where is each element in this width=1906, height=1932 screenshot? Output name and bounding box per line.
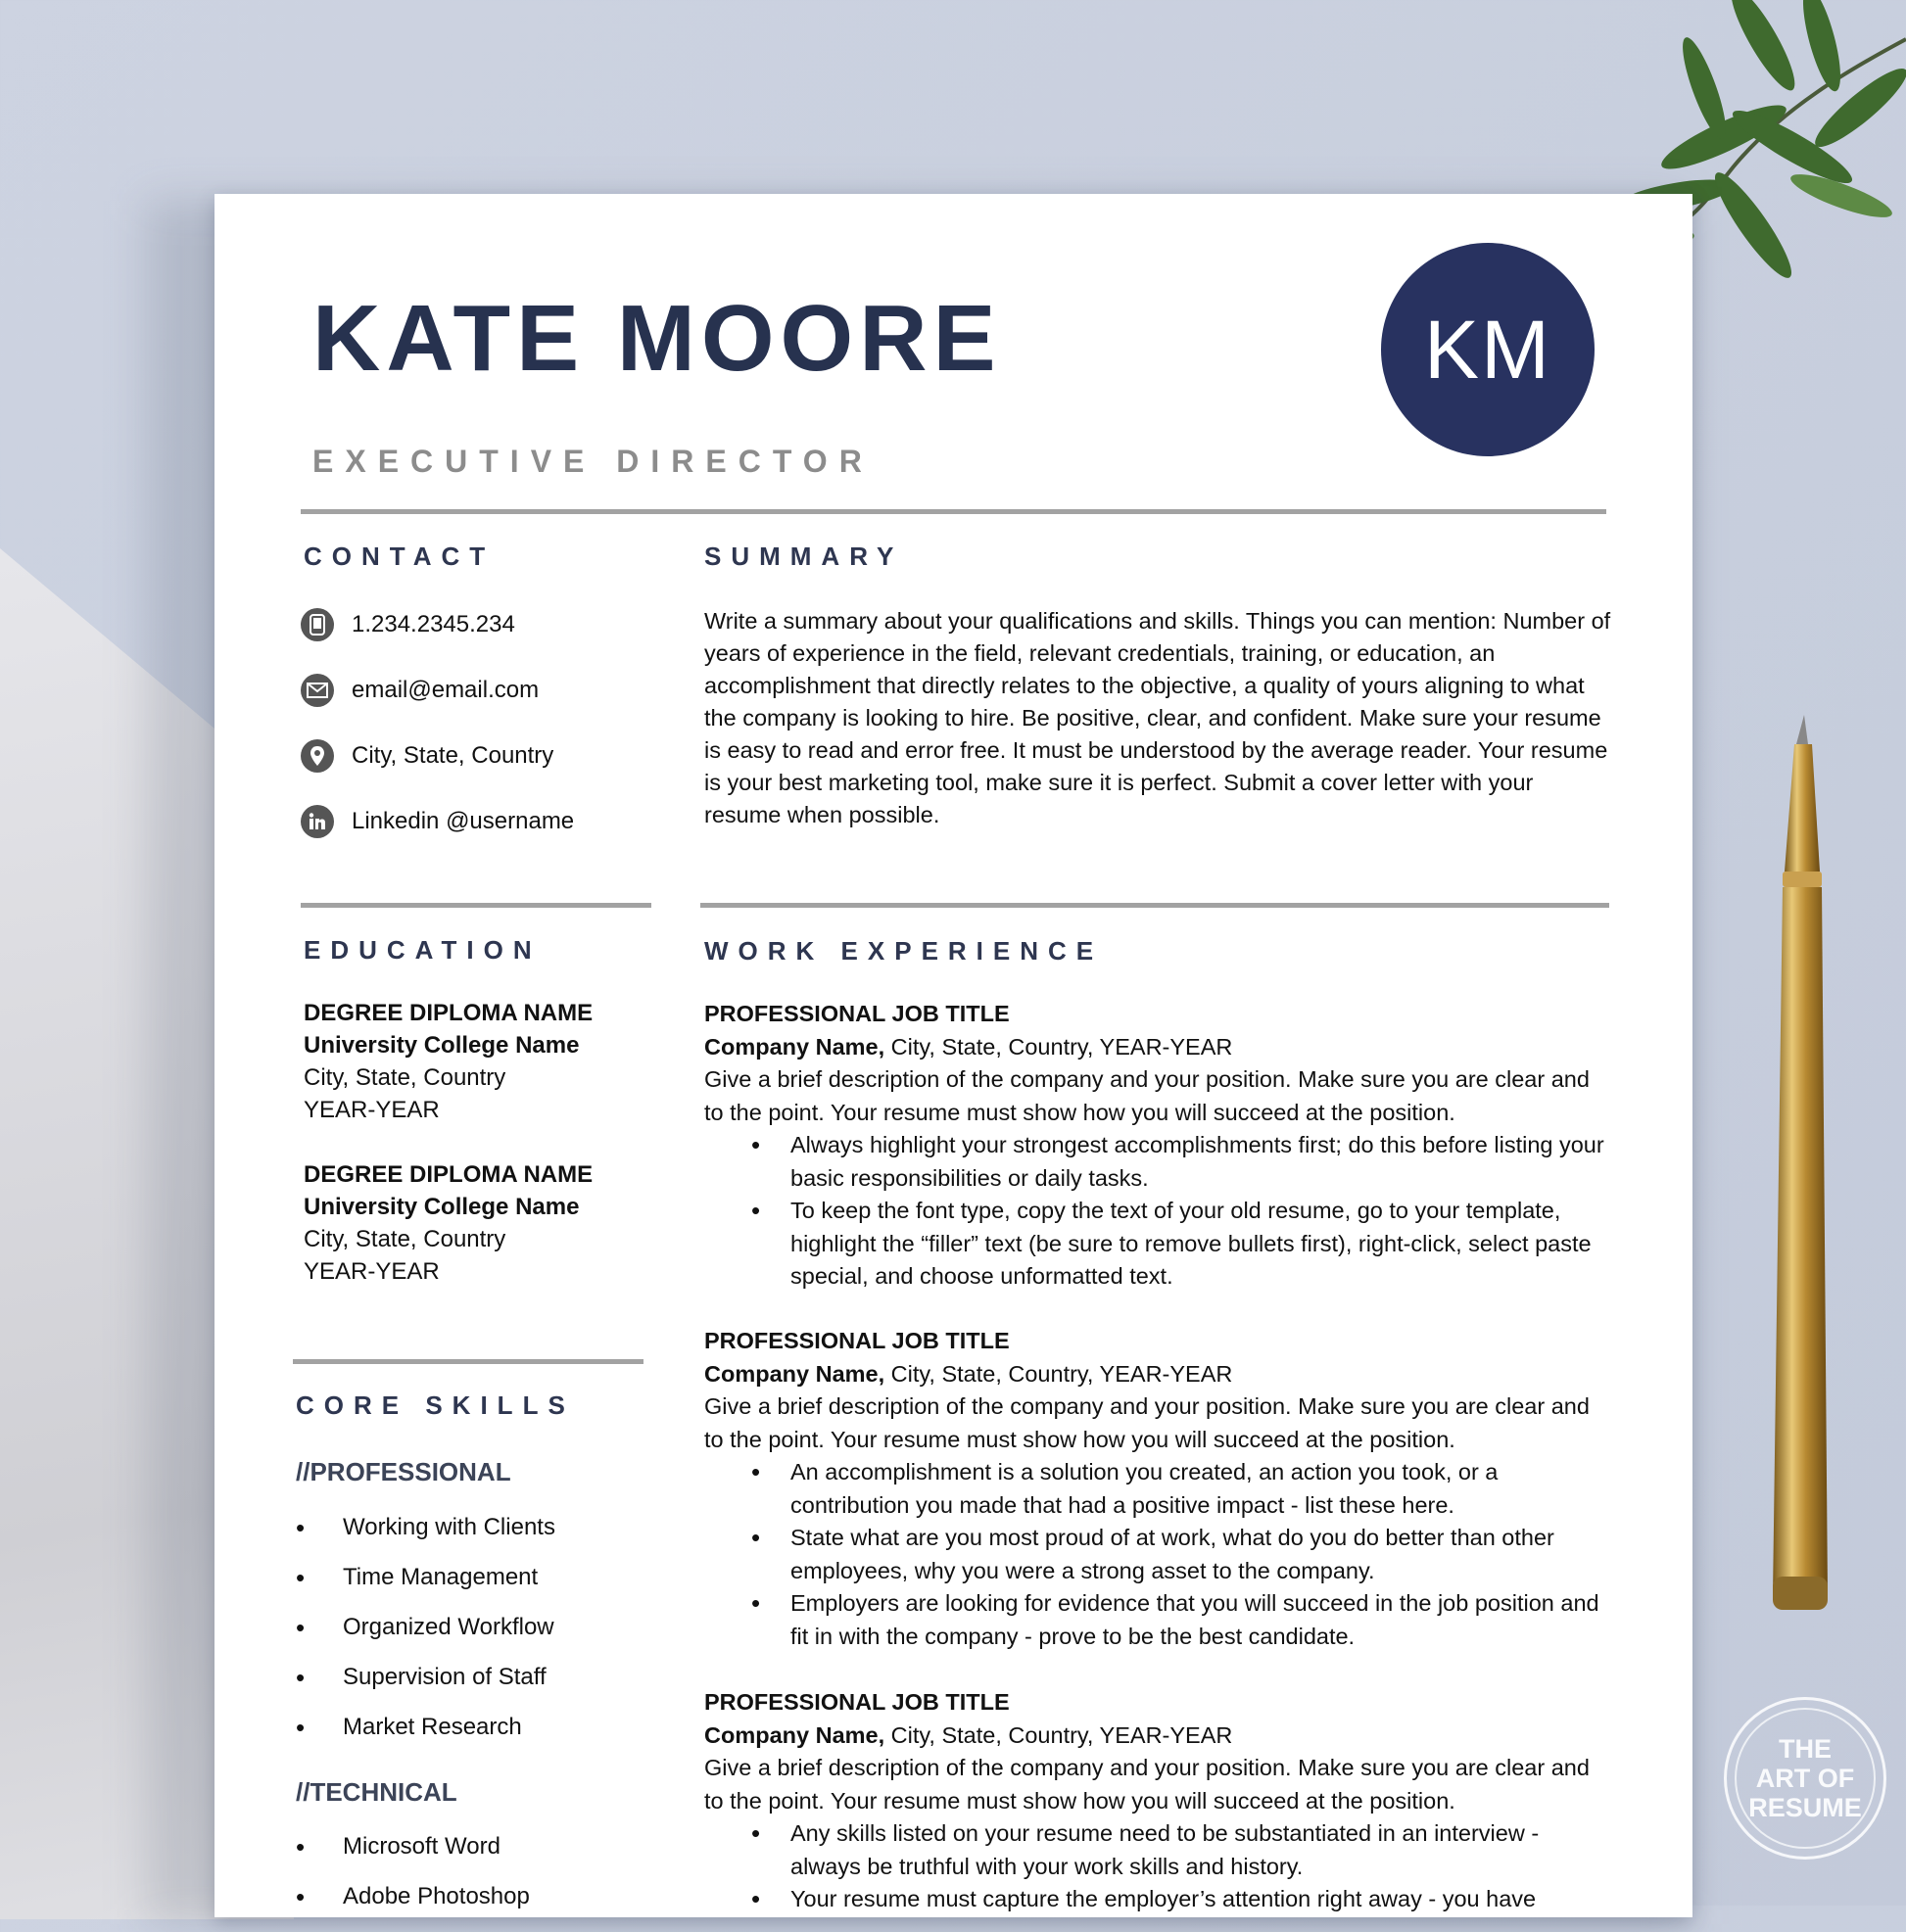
professional-skills-label: //PROFESSIONAL <box>296 1457 511 1486</box>
summary-text: Write a summary about your qualifications and skills. Things you can mention: Number of years of experience in the field, relevant credentials, training, or education, an accomplishment that directly relates to the objective, a quality of yours aligning to what the company is looking to hire. Be positive, clear, and confident. Make sure your resume is easy to read and error free. It must be understood by the average reader. Your resume is your best marketing tool, make sure it is perfect. Submit a cover letter with your resume when possible. <box>704 608 1611 827</box>
summary-heading: SUMMARY <box>704 542 904 571</box>
logo-line-3: RESUME <box>1748 1793 1862 1822</box>
education-heading: EDUCATION <box>304 935 542 965</box>
school-name: University College Name <box>304 1032 580 1059</box>
monogram-badge <box>1381 243 1595 456</box>
resume-page <box>214 194 1692 1917</box>
summary-divider <box>700 903 1609 908</box>
company-details: City, State, Country, YEAR-YEAR <box>884 1721 1233 1748</box>
school-years: YEAR-YEAR <box>304 1258 440 1285</box>
job-title: PROFESSIONAL JOB TITLE <box>704 1328 1010 1353</box>
contact-phone-text: 1.234.2345.234 <box>352 611 515 637</box>
list-item: • Employers are looking for evidence that you will succeed in the job position and fit in with the company - prove to be the best candidate. <box>790 1587 1615 1653</box>
list-item: • Any skills listed on your resume need to be substantiated in an interview - always be truthful with your work skills and history. <box>790 1817 1615 1883</box>
list-item: • Time Management <box>296 1563 648 1613</box>
email-icon <box>301 674 334 707</box>
contact-email[interactable] <box>301 671 634 710</box>
education-entry <box>304 1158 656 1288</box>
school-location: City, State, Country <box>304 1064 506 1091</box>
skills-heading: CORE SKILLS <box>296 1390 575 1420</box>
logo-line-1: THE <box>1779 1734 1832 1764</box>
list-item: • Your resume must capture the employer’s attention right away - you have <box>790 1883 1615 1916</box>
school-location: City, State, Country <box>304 1226 506 1252</box>
job-entry <box>704 1686 1615 1916</box>
degree-name: DEGREE DIPLOMA NAME <box>304 1000 594 1026</box>
list-item: • Always highlight your strongest accomplishments first; do this before listing your basic responsibilities or daily tasks. <box>790 1129 1615 1195</box>
company-name: Company Name, <box>704 1360 885 1387</box>
job-bullets <box>704 1129 1615 1294</box>
job-title: PROFESSIONAL JOB TITLE <box>704 1689 1010 1715</box>
company-name: Company Name, <box>704 1033 885 1060</box>
monogram-text: KM <box>1424 303 1551 396</box>
list-item: • Organized Workflow <box>296 1613 648 1663</box>
list-item: • Adobe Photoshop <box>296 1882 648 1932</box>
list-item: • Working with Clients <box>296 1513 648 1563</box>
list-item: • Market Research <box>296 1713 648 1763</box>
contact-email-text: email@email.com <box>352 677 540 703</box>
job-title: PROFESSIONAL JOB TITLE <box>704 1001 1010 1026</box>
list-item: • To keep the font type, copy the text of your old resume, go to your template, highlight the “filler” text (be sure to remove bullets first), right-click, select paste special, and choose unformatted text. <box>790 1195 1615 1294</box>
company-name: Company Name, <box>704 1721 885 1748</box>
logo-line-2: ART OF <box>1755 1764 1855 1793</box>
work-heading: WORK EXPERIENCE <box>704 936 1104 966</box>
linkedin-icon <box>301 805 334 838</box>
gold-pen-decoration <box>1734 715 1841 1616</box>
list-item: • Microsoft Word <box>296 1832 648 1882</box>
company-details: City, State, Country, YEAR-YEAR <box>884 1033 1233 1060</box>
candidate-name: KATE MOORE <box>312 286 1002 391</box>
list-item: • An accomplishment is a solution you created, an action you took, or a contribution you made that had a positive impact - list these here. <box>790 1456 1615 1522</box>
logo-ring <box>1735 1708 1876 1849</box>
technical-skills-list <box>296 1832 648 1932</box>
contact-heading: CONTACT <box>304 542 496 571</box>
contact-linkedin[interactable] <box>301 802 634 841</box>
school-years: YEAR-YEAR <box>304 1097 440 1123</box>
professional-skills-list <box>296 1513 648 1763</box>
job-description: Give a brief description of the company and your position. Make sure you are clear and to the point. Your resume must show how you will succeed at the position. <box>704 1066 1590 1125</box>
degree-name: DEGREE DIPLOMA NAME <box>304 1161 594 1188</box>
job-bullets <box>704 1456 1615 1653</box>
contact-linkedin-text: Linkedin @username <box>352 808 575 834</box>
job-entry <box>704 998 1615 1294</box>
job-description: Give a brief description of the company and your position. Make sure you are clear and to the point. Your resume must show how you will succeed at the position. <box>704 1755 1590 1814</box>
job-description: Give a brief description of the company and your position. Make sure you are clear and to the point. Your resume must show how you will succeed at the position. <box>704 1393 1590 1452</box>
contact-location <box>301 736 634 776</box>
education-divider <box>293 1359 643 1364</box>
job-entry <box>704 1325 1615 1653</box>
list-item: • Supervision of Staff <box>296 1663 648 1713</box>
candidate-title: EXECUTIVE DIRECTOR <box>312 444 874 479</box>
contact-list <box>301 605 634 841</box>
education-entry <box>304 997 656 1126</box>
job-bullets <box>704 1817 1615 1916</box>
phone-icon <box>301 608 334 641</box>
technical-skills-label: //TECHNICAL <box>296 1777 457 1807</box>
location-icon <box>301 739 334 773</box>
school-name: University College Name <box>304 1194 580 1220</box>
company-details: City, State, Country, YEAR-YEAR <box>884 1360 1233 1387</box>
contact-location-text: City, State, Country <box>352 742 554 769</box>
header-divider <box>301 509 1606 514</box>
art-of-resume-logo <box>1724 1697 1886 1860</box>
contact-phone[interactable] <box>301 605 634 644</box>
list-item: • State what are you most proud of at work, what do you do better than other employees, why you were a strong asset to the company. <box>790 1522 1615 1587</box>
contact-divider <box>301 903 651 908</box>
